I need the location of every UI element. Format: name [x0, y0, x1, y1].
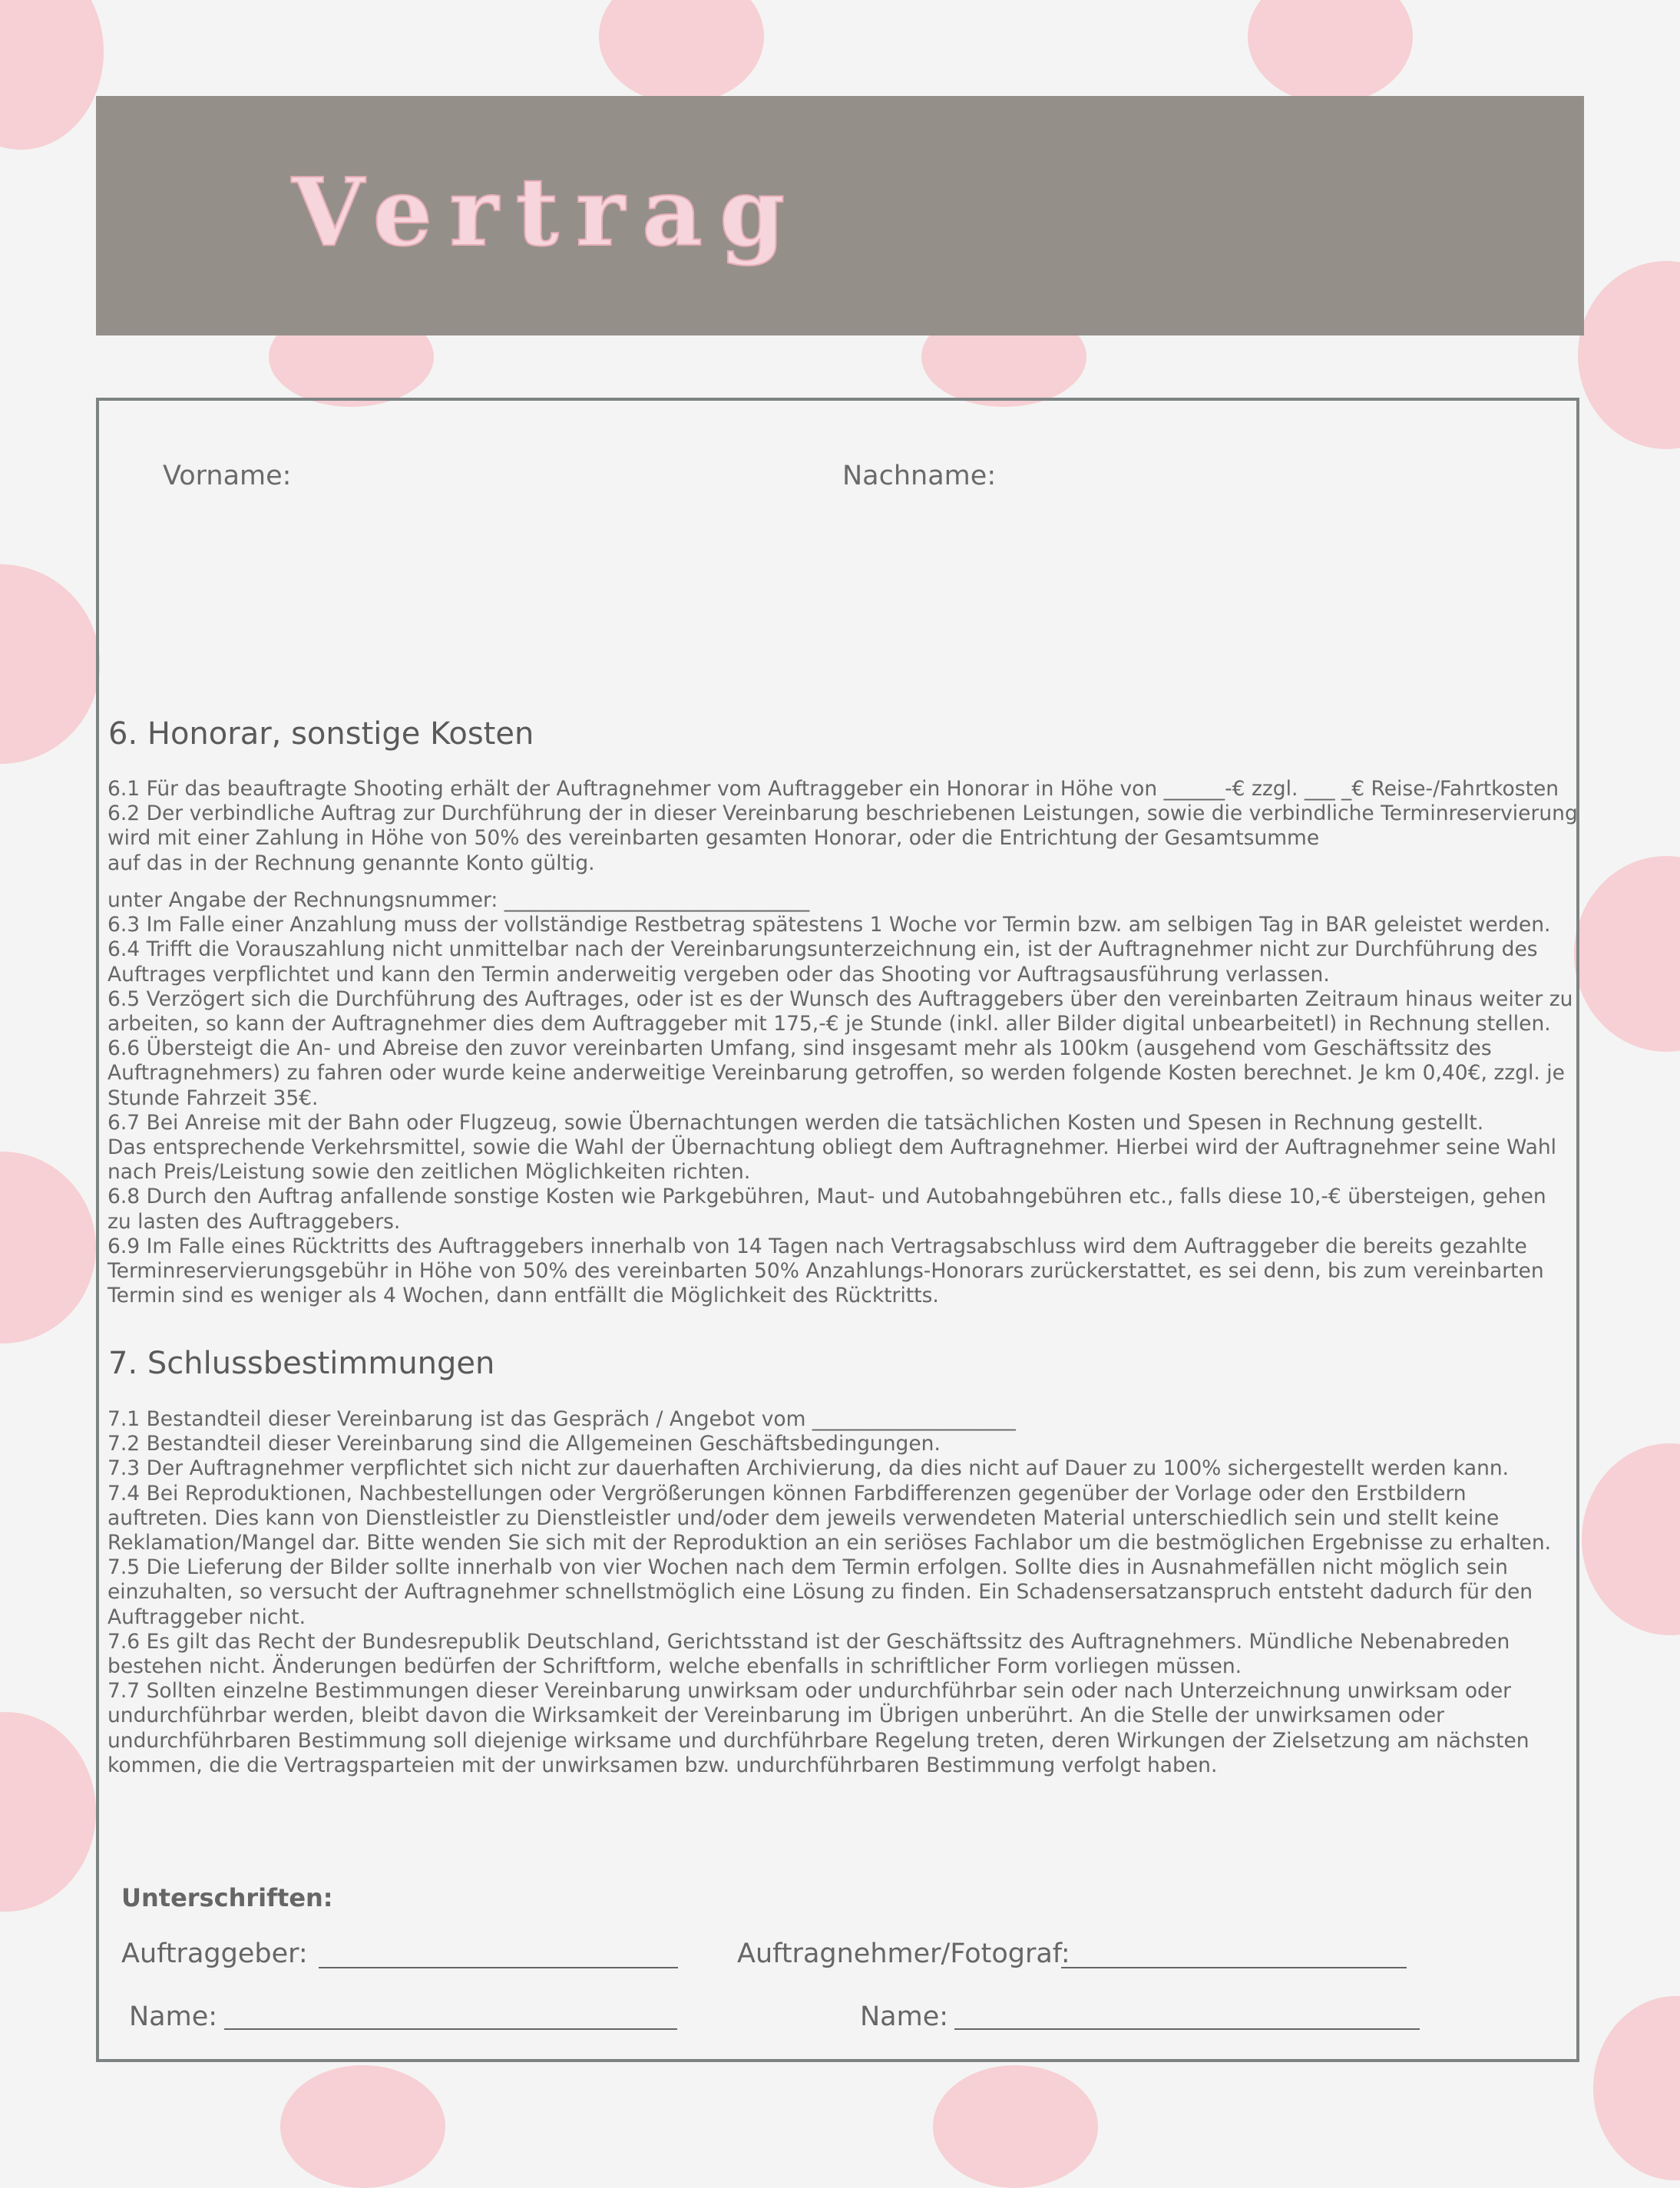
section-7-paragraph: 7.1 Bestandteil dieser Vereinbarung ist das Gespräch / Angebot vom ____________________ 7.2 Bestandteil dieser Vereinbarung sind die Allgemeinen Geschäftsbedingungen. 7.3 Der Auftragnehmer verpflichtet sich nicht zur dauerhaften Archivierung, da dies nicht auf Dauer zu 100% sichergestellt werden kann. 7.4 Bei Reproduktionen, Nachbestellungen oder Vergrößerungen können Farbdifferenzen gegenüber der Vorlage oder den Erstbildern auftreten. Dies kann von Dienstleistler zu Dienstleistler und/oder dem jeweils verwendeten Material unterschiedlich sein und stellt keine Reklamation/Mangel dar. Bitte wenden Sie sich mit der Reproduktion an ein seriöses Fachlabor um die bestmöglichen Ergebnisse zu erhalten. 7.5 Die Lieferung der Bilder sollte innerhalb von vier Wochen nach dem Termin erfolgen. Sollte dies in Ausnahmefällen nicht möglich sein einzuhalten, so versucht der Auftragnehmer schnellstmöglich eine Lösung zu finden. Ein Schadensersatzanspruch entsteht dadurch für den Auftraggeber nicht. 7.6 Es gilt das Recht der Bundesrepublik Deutschland, Gerichtsstand ist der Geschäftssitz des Auftragnehmers. Mündliche Nebenabreden bestehen nicht. Änderungen bedürfen der Schriftform, welche ebenfalls in schriftlicher Form vorliegen müssen. 7.7 Sollten einzelne Bestimmungen dieser Vereinbarung unwirksam oder undurchführbar sein oder nach Unterzeichnung unwirksam oder undurchführbar werden, bleibt davon die Wirksamkeit der Vereinbarung im Übrigen unberührt. An die Stelle der unwirksamen oder undurchführbaren Bestimmung soll diejenige wirksame und durchführbare Regelung treten, deren Wirkungen der Zielsetzung am nächsten kommen, die die Vertragsparteien mit der unwirksamen bzw. undurchführbaren Bestimmung verfolgt haben.	[107, 1407, 1552, 1777]
decorative-dot	[0, 0, 104, 150]
first-name-label: Vorname:	[163, 461, 292, 491]
client-signature-line[interactable]	[319, 1967, 678, 1968]
section-7-heading: 7. Schlussbestimmungen	[108, 1346, 495, 1381]
document-title: Vertrag	[292, 157, 802, 267]
decorative-dot	[1593, 1996, 1680, 2180]
decorative-dot	[1248, 0, 1413, 104]
contractor-name-line[interactable]	[954, 2028, 1420, 2030]
section-6-paragraph-2: unter Angabe der Rechnungsnummer: ______________________________ 6.3 Im Falle einer Anzahlung muss der vollständige Restbetrag spätestens 1 Woche vor Termin bzw. am selbigen Tag in BAR geleistet werden. 6.4 Trifft die Vorauszahlung nicht unmittelbar nach der Vereinbarungsunterzeichnung ein, ist der Auftragnehmer nicht zur Durchführung des Auftrages verpflichtet und kann den Termin anderweitig vergeben oder das Shooting vor Auftragsausführung verlassen. 6.5 Verzögert sich die Durchführung des Auftrages, oder ist es der Wunsch des Auftraggebers über den vereinbarten Zeitraum hinaus weiter zu arbeiten, so kann der Auftragnehmer dies dem Auftraggeber mit 175,-€ je Stunde (inkl. aller Bilder digital unbearbeitetl) in Rechnung stellen. 6.6 Übersteigt die An- und Abreise den zuvor vereinbarten Umfang, sind insgesamt mehr als 100km (ausgehend vom Geschäftssitz des Auftragnehmers) zu fahren oder wurde keine anderweitige Vereinbarung getroffen, so werden folgende Kosten berechnet. Je km 0,40€, zzgl. je Stunde Fahrzeit 35€. 6.7 Bei Anreise mit der Bahn oder Flugzeug, sowie Übernachtungen werden die tatsächlichen Kosten und Spesen in Rechnung gestellt. Das entsprechende Verkehrsmittel, sowie die Wahl der Übernachtung obliegt dem Auftragnehmer. Hierbei wird der Auftragnehmer seine Wahl nach Preis/Leistung sowie den zeitlichen Möglichkeiten richten. 6.8 Durch den Auftrag anfallende sonstige Kosten wie Parkgebühren, Maut- und Autobahngebühren etc., falls diese 10,-€ übersteigen, gehen zu lasten des Auftraggebers. 6.9 Im Falle eines Rücktritts des Auftraggebers innerhalb von 14 Tagen nach Vertragsabschluss wird dem Auftraggeber die bereits gezahlte Terminreservierungsgebühr in Höhe von 50% des vereinbarten 50% Anzahlungs-Honorars zurückerstattet, es sei denn, bis zum vereinbarten Termin sind es weniger als 4 Wochen, dann entfällt die Möglichkeit des Rücktritts.	[107, 888, 1573, 1308]
last-name-label: Nachname:	[842, 461, 997, 491]
contractor-name-label: Name:	[860, 2001, 949, 2032]
decorative-dot	[0, 564, 100, 764]
client-name-label: Name:	[129, 2001, 218, 2032]
client-signature-label: Auftraggeber:	[121, 1938, 308, 1969]
decorative-dot	[0, 1712, 96, 1912]
header-band	[96, 96, 1584, 335]
signatures-heading: Unterschriften:	[121, 1883, 333, 1912]
section-6-heading: 6. Honorar, sonstige Kosten	[108, 716, 534, 752]
decorative-dot	[280, 2065, 445, 2188]
contractor-signature-label: Auftragnehmer/Fotograf:	[737, 1938, 1070, 1969]
decorative-dot	[1582, 1443, 1680, 1635]
client-name-line[interactable]	[224, 2028, 677, 2030]
contractor-signature-line[interactable]	[1061, 1967, 1407, 1968]
decorative-dot	[1578, 261, 1680, 449]
decorative-dot	[599, 0, 764, 104]
section-6-paragraph-1: 6.1 Für das beauftragte Shooting erhält der Auftragnehmer vom Auftraggeber ein Honorar in Höhe von ______-€ zzgl. ___ _€ Reise-/Fahrtkosten 6.2 Der verbindliche Auftrag zur Durchführung der in dieser Vereinbarung beschriebenen Leistungen, sowie die verbindliche Terminreservierung wird mit einer Zahlung in Höhe von 50% des vereinbarten gesamten Honorar, oder die Entrichtung der Gesamtsumme auf das in der Rechnung genannte Konto gültig.	[107, 777, 1578, 875]
decorative-dot	[0, 1152, 96, 1344]
decorative-dot	[1574, 856, 1680, 1052]
decorative-dot	[933, 2065, 1098, 2188]
